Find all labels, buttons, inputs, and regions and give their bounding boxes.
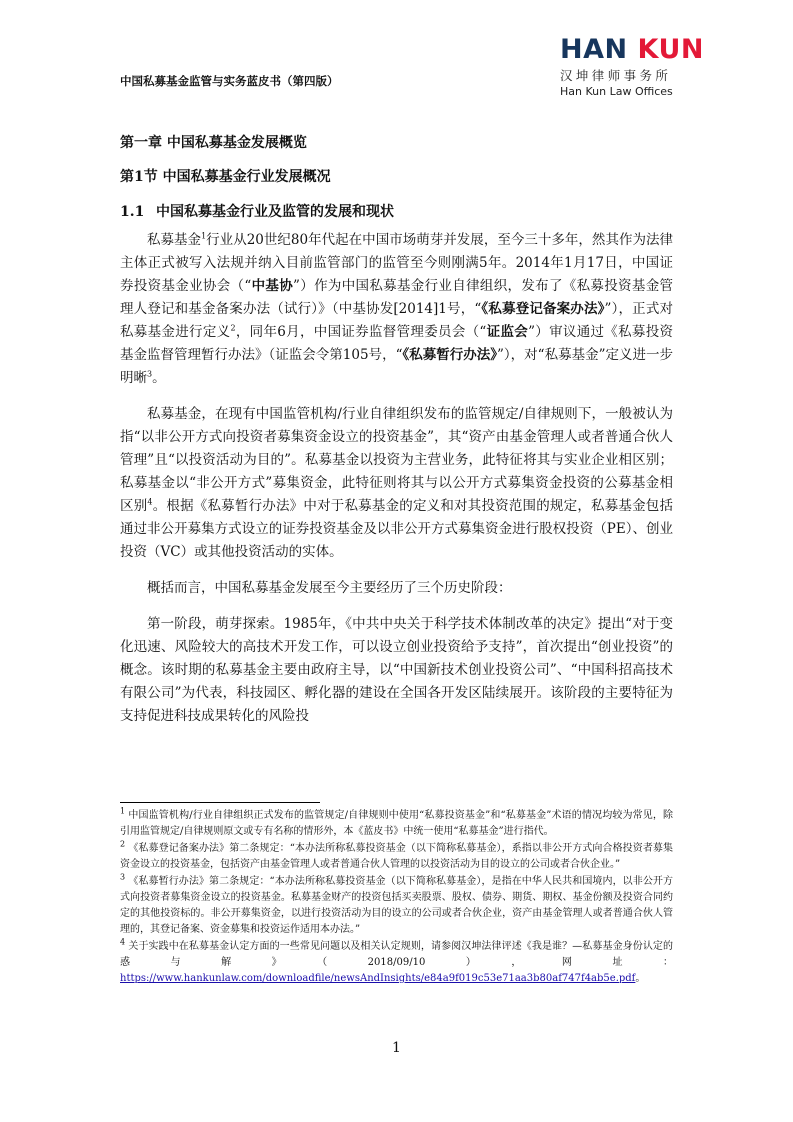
section-heading: 第1节 中国私募基金行业发展概况 (120, 169, 331, 185)
footnote-4 (120, 939, 673, 987)
term-interim-measures: 《私募暂行办法》 (402, 347, 498, 363)
subsection-heading (120, 201, 394, 221)
p1-text-4: ”），正式对私募基金进行定义 (120, 301, 674, 340)
p1-text-8: 。 (152, 370, 166, 386)
footnote-text: 《私募暂行办法》第二条规定：“本办法所称私募投资基金（以下简称私募基金），是指在中华人民共和国境内，以非公开方式向投资者募集资金设立的投资基金。私募基金财产的投资包括买卖股票、股权、债券、期货、期权、基金份额及投资合同约定的其他投资标的。非公开募集资金，以进行投资活动为目的设立的公司或者合伙企业，资产由基金管理人或者普通合伙人管理的，其登记备案、资金募集和投资运作适用本办法。” (120, 876, 673, 935)
logo-wordmark (560, 34, 704, 65)
p1-text-7: ”），对“私募基金”定义进一步明晰 (120, 347, 674, 386)
footnote-separator (120, 802, 320, 803)
paragraph-1 (120, 229, 673, 390)
logo-chinese-name: 汉坤律师事务所 (560, 68, 672, 83)
footnote-mark: 3 (120, 872, 126, 882)
footnote-text: 关于实践中在私募基金认定方面的一些常见问题以及相关认定规则，请参阅汉坤法律评述《我是谁？—私募基金身份认定的惑与解》（2018/09/10），网址： (120, 941, 674, 968)
paragraph-3: 概括而言，中国私募基金发展至今主要经历了三个历史阶段： (147, 580, 512, 596)
footnote-text: 中国监管机构/行业自律组织正式发布的监管规定/自律规则中使用“私募投资基金”和“私募基金”术语的情况均较为常见，除引用监管规定/自律规则原文或专有名称的情形外，本《蓝皮书》中统一使用“私募基金”进行指代。 (120, 810, 673, 837)
footnote-mark: 2 (120, 839, 126, 849)
subsection-title: 中国私募基金行业及监管的发展和现状 (156, 204, 394, 220)
footnotes (120, 808, 673, 988)
term-csrc: 证监会 (486, 324, 529, 340)
paragraph-4: 第一阶段，萌芽探索。1985年，《中共中央关于科学技术体制改革的决定》提出“对于变化迅速、风险较大的高技术开发工作，可以设立创业投资给予支持”，首次提出“创业投资”的概念。该时期的私募基金主要由政府主导，以“中国新技术创业投资公司”、“中国科招高技术有限公司”为代表，科技园区、孵化器的建设在全国各开发区陆续展开。该阶段的主要特征为支持促进科技成果转化的风险投 (120, 616, 673, 724)
footnote-url-link[interactable]: https://www.hankunlaw.com/downloadfile/newsAndInsights/e84a9f019c53e71aa3b80af747f4ab5e.pdf (120, 973, 636, 984)
chapter-heading: 第一章 中国私募基金发展概览 (120, 135, 307, 151)
logo-kun: KUN (637, 34, 704, 65)
logo-han: HAN (560, 34, 628, 65)
p2-text-2: 。根据《私募暂行办法》中对于私募基金的定义和对其投资范围的规定，私募基金包括通过非公开募集方式设立的证券投资基金及以非公开方式募集资金进行股权投资（PE）、创业投资（VC）或其他投资活动的实体。 (120, 498, 674, 560)
footnote-3 (120, 874, 673, 938)
subsection-number: 1.1 (120, 204, 145, 220)
footnote-2 (120, 841, 673, 873)
p1-text-3: ”）作为中国私募基金行业自律组织，发布了《私募投资基金管理人登记和基金备案办法（试行）》（中基协发[2014]1号，“ (120, 278, 674, 317)
header-document-title: 中国私募基金监管与实务蓝皮书（第四版） (120, 74, 339, 88)
logo-english-name: Han Kun Law Offices (560, 85, 673, 98)
footnote-ref-1: 1 (201, 231, 207, 241)
footnote-text: 《私募登记备案办法》第二条规定：“本办法所称私募投资基金（以下简称私募基金），系指以非公开方式向合格投资者募集资金设立的投资基金，包括资产由基金管理人或者普通合伙人管理的以投资活动为目的设立的公司或者合伙企业。” (120, 843, 673, 870)
footnote-mark: 4 (120, 937, 126, 947)
p1-text-2: 行业从20世纪80年代起在中国市场萌芽并发展，至今三十多年，然其作为法律主体正式被写入法规并纳入目前监管部门的监管至今则刚满5年。2014年1月17日，中国证券投资基金业协会（“ (120, 232, 674, 294)
footnote-end: 。 (635, 973, 646, 984)
p1-text-6: ”）审议通过《私募投资基金监督管理暂行办法》（证监会令第105号，“ (120, 324, 674, 363)
p1-text-5: ，同年6月，中国证券监督管理委员会（“ (235, 324, 487, 340)
footnote-ref-2: 2 (230, 323, 236, 333)
term-zhongjixie: 中基协 (251, 278, 294, 294)
paragraph-2 (120, 403, 673, 564)
term-registration-measures: 《私募登记备案办法》 (481, 301, 605, 317)
footnote-mark: 1 (120, 806, 126, 816)
footnote-ref-4: 4 (147, 497, 153, 507)
p1-text-1: 私募基金 (147, 232, 202, 248)
han-kun-logo (560, 34, 704, 98)
footnote-1 (120, 808, 673, 840)
body-text (120, 229, 673, 741)
p2-text-1: 私募基金，在现有中国监管机构/行业自律组织发布的监管规定/自律规则下，一般被认为指“以非公开方式向投资者募集资金设立的投资基金”，其“资产由基金管理人或者普通合伙人管理”且“以投资活动为目的”。私募基金以投资为主营业务，此特征将其与实业企业相区别；私募基金以“非公开方式”募集资金，此特征则将其与以公开方式募集资金投资的公募基金相区别 (120, 406, 673, 514)
page-number: 1 (392, 1040, 401, 1056)
footnote-ref-3: 3 (147, 369, 153, 379)
